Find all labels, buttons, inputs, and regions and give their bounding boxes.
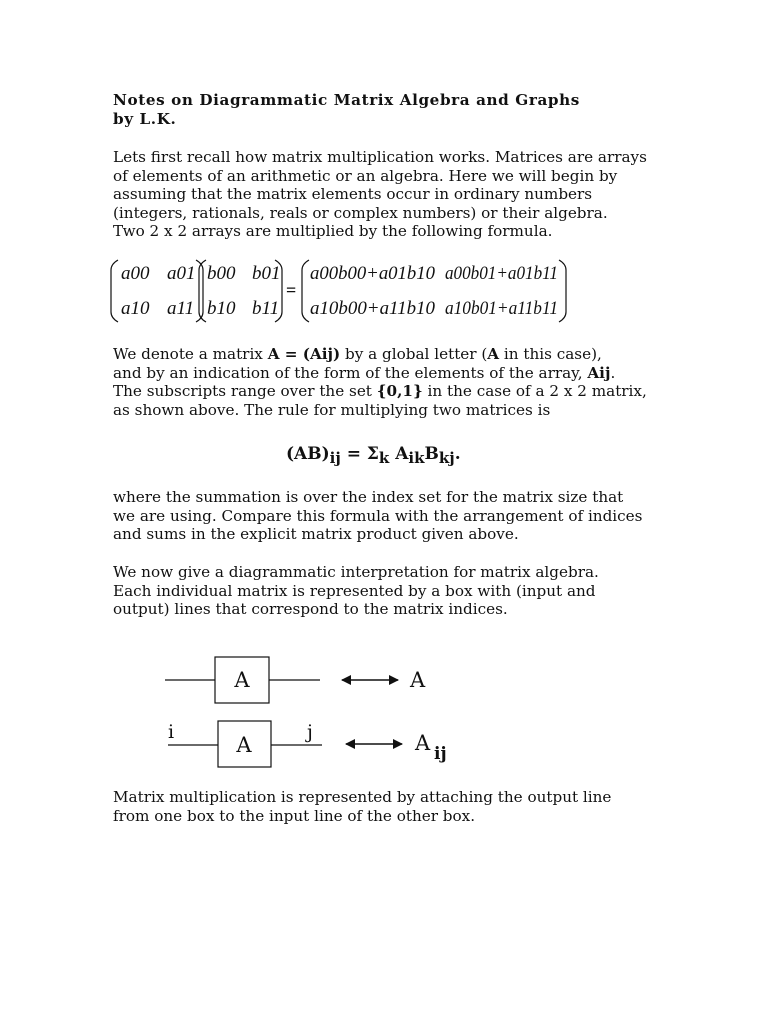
text-span: in the case of a 2 x 2 matrix,: [422, 382, 647, 401]
box-label: A: [236, 733, 252, 757]
formula-subscript: kj: [438, 449, 455, 467]
text-span: The subscripts range over the set: [113, 382, 377, 401]
text-line: where the summation is over the index set for the matrix size that: [113, 488, 624, 506]
paragraph-summation: [113, 488, 673, 544]
text-line: [113, 364, 673, 383]
matrix-a-10: a10: [121, 298, 150, 319]
text-line: as shown above. The rule for multiplying two matrices is: [113, 400, 551, 419]
matrix-b-01: b01: [252, 263, 281, 284]
title-line-2: by L.K.: [113, 110, 177, 128]
formula-subscript: k: [378, 449, 390, 467]
matrix-element-rhs: A: [415, 731, 431, 755]
result-01: a00b01+a01b11: [445, 263, 558, 284]
left-paren: [111, 260, 118, 322]
result-00: a00b00+a01b10: [310, 263, 436, 284]
paragraph-diagrammatic: [113, 563, 673, 619]
text-line: [113, 345, 673, 364]
text-line: Matrix multiplication is represented by attaching the output line: [113, 788, 612, 806]
text-span: We denote a matrix: [113, 345, 268, 363]
matrix-a-11: a11: [167, 298, 195, 319]
text-line: from one box to the input line of the other box.: [113, 806, 476, 825]
document-title: [113, 91, 673, 129]
paragraph-multiplication: [113, 788, 673, 825]
result-11: a10b01+a11b11: [445, 298, 558, 319]
text-line: (integers, rationals, reals or complex numbers) or their algebra.: [113, 203, 608, 222]
diagram-graphic: [0, 640, 768, 780]
paragraph-notation: [113, 345, 673, 419]
text-span: .: [610, 363, 616, 382]
formula-subscript: ij: [329, 449, 341, 467]
formula-subscript: ik: [408, 449, 425, 467]
text-span: and by an indication of the form of the elements of the array,: [113, 363, 588, 382]
text-line: we are using. Compare this formula with the arrangement of indices: [113, 506, 643, 525]
formula-a: A: [389, 444, 409, 464]
matrix-b-00: b00: [207, 263, 236, 284]
text-line: and sums in the explicit matrix product given above.: [113, 525, 519, 544]
right-paren: [559, 260, 566, 322]
title-line-1: Notes on Diagrammatic Matrix Algebra and Graphs: [113, 91, 580, 109]
matrix-symbol-rhs: A: [410, 668, 426, 692]
matrix-b-11: b11: [252, 298, 280, 319]
input-index-label: i: [168, 721, 175, 743]
element-subscript: ij: [434, 744, 447, 764]
paragraph-intro: [113, 148, 673, 241]
matrix-element-symbol: Aij: [587, 363, 611, 382]
text-span: in this case),: [499, 345, 602, 363]
text-line: assuming that the matrix elements occur in ordinary numbers: [113, 185, 593, 204]
equals-sign: =: [286, 280, 297, 300]
matrix-a-00: a00: [121, 263, 150, 284]
matrix-notation: A = (Aij): [267, 345, 341, 363]
matrix-equation-graphic: [109, 256, 579, 326]
text-line: We now give a diagrammatic interpretation for matrix algebra.: [113, 563, 599, 581]
text-line: [113, 382, 673, 401]
text-line: Two 2 x 2 arrays are multiplied by the following formula.: [113, 222, 553, 241]
formula-lhs: (AB): [286, 444, 330, 464]
formula-b: B: [424, 444, 439, 464]
left-paren: [302, 260, 309, 322]
matrix-box-diagram: [0, 640, 768, 780]
index-set: {0,1}: [376, 382, 423, 401]
matrix-a-01: a01: [167, 263, 196, 284]
multiplication-formula: [286, 444, 461, 467]
text-line: Lets first recall how matrix multiplication works. Matrices are arrays: [113, 148, 647, 166]
text-line: of elements of an arithmetic or an algebra. Here we will begin by: [113, 166, 618, 185]
formula-period: .: [454, 444, 461, 464]
matrix-symbol: A: [487, 345, 500, 363]
text-line: output) lines that correspond to the matrix indices.: [113, 600, 508, 619]
matrix-b-10: b10: [207, 298, 236, 319]
result-10: a10b00+a11b10: [310, 298, 436, 319]
output-index-label: j: [307, 721, 313, 743]
box-label: A: [234, 668, 250, 692]
text-span: by a global letter (: [340, 345, 488, 363]
formula-sum: = Σ: [340, 444, 379, 464]
text-line: Each individual matrix is represented by a box with (input and: [113, 581, 596, 600]
matrix-product-equation: [109, 256, 579, 326]
